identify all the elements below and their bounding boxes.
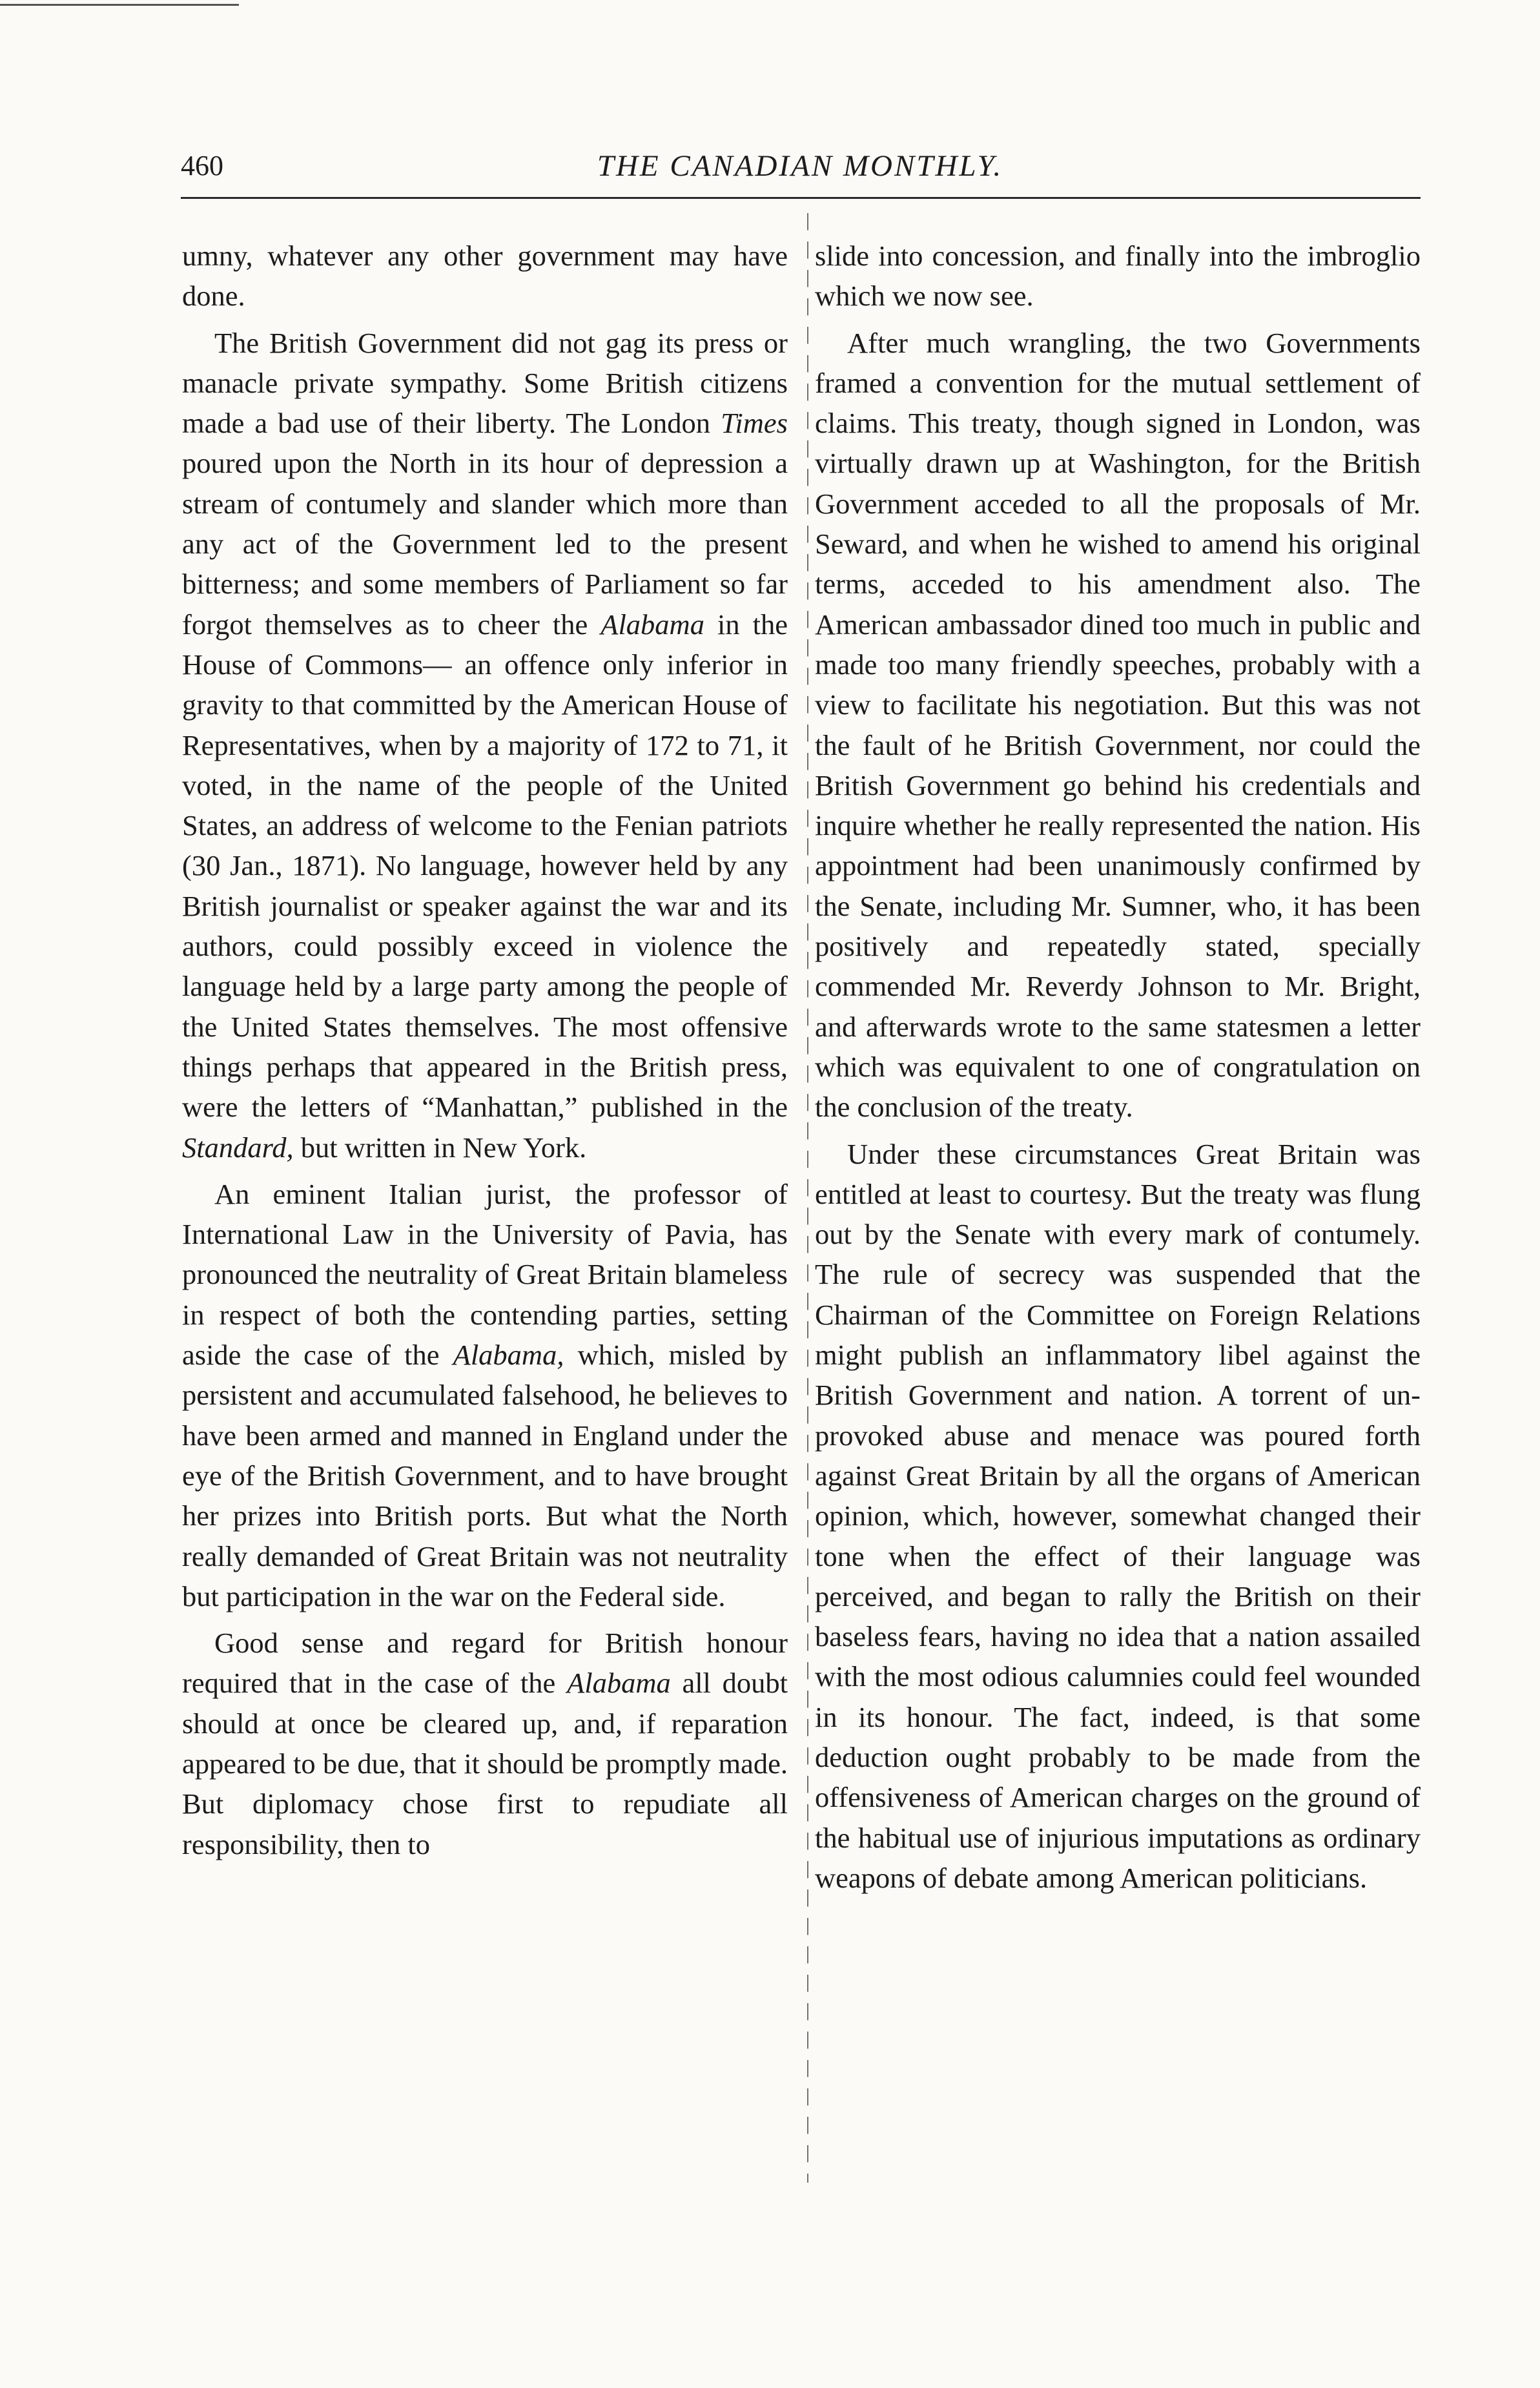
left-paragraph-3: An eminent Italian jurist, the professor of International Law in the University of Pavia, has pronounced the neutrality of Great Britain blameless in respect of both the contending parties, setting aside the case of the Alabama, which, misled by persistent and accumulated falsehood, he believes to have been armed and manned in England under the eye of the British Government, and to have brought her prizes into British ports. But what the North really demanded of Great Britain was not neutrality but participation in the war on the Federal side. <box>182 1177 788 1612</box>
alabama-ship-name: Alabama <box>601 608 704 641</box>
top-edge-rule <box>0 4 239 6</box>
alabama-ship-name: Alabama, <box>453 1339 564 1372</box>
right-column <box>815 236 1421 1898</box>
times-title: Times <box>721 407 788 440</box>
column-divider <box>807 213 808 2183</box>
page-number: 460 <box>181 150 223 181</box>
left-column <box>182 236 788 1864</box>
running-title: THE CANADIAN MONTHLY. <box>597 149 1003 183</box>
right-paragraph-2: After much wrangling, the two Governments framed a convention for the mutual settlement of claims. This treaty, though signed in London, was virtually drawn up at Washington, for the British Government acceded to all the proposals of Mr. Seward, and when he wished to amend his original terms, acceded to his amendment also. The American ambassador dined too much in public and made too many friendly speeches, probably with a view to facilitate his negotiation. But this was not the fault of he British Government, nor could the British Government go behind his credentials and inquire whether he really represented the nation. His appointment had been unanimously confirmed by the Senate, including Mr. Sumner, who, it has been positively and repeatedly stated, specially commended Mr. Reverdy Johnson to Mr. Bright, and afterwards wrote to the same statesmen a letter which was equivalent to one of congratulation on the conclusion of the treaty. <box>815 326 1421 1124</box>
page-header <box>181 143 1419 189</box>
right-paragraph-1: slide into concession, and finally into the imbroglio which we now see. <box>815 240 1421 313</box>
left-paragraph-4: Good sense and regard for British honour required that in the case of the Alabama all doubt should at once be cleared up, and, if reparation appeared to be due, that it should be promptly made. But diplomacy chose first to repudiate all responsibility, then to <box>182 1627 788 1860</box>
right-paragraph-3: Under these circumstances Great Britain was entitled at least to courtesy. But the treaty was flung out by the Senate with every mark of contumely. The rule of secrecy was suspended that the Chairman of the Committee on Foreign Relations might publish an inflammatory libel against the British Government and nation. A torrent of unprovoked abuse and menace was poured forth against Great Britain by all the organs of American opinion, which, however, somewhat changed their tone when the effect of their language was perceived, and began to rally the British on their baseless fears, having no idea that a nation assailed with the most odious calumnies could feel wounded in its honour. The fact, indeed, is that some deduction ought probably to be made from the offensiveness of American charges on the ground of the habitual use of injurious imputations as ordinary weapons of debate among American politicians. <box>815 1137 1421 1894</box>
header-rule <box>181 197 1421 199</box>
left-paragraph-2: The British Government did not gag its press or manacle private sympathy. Some British citizens made a bad use of their liberty. The London Times poured upon the North in its hour of depression a stream of contumely and slander which more than any act of the Government led to the present bitterness; and some members of Parliament so far forgot themselves as to cheer the Alabama in the House of Commons— an offence only inferior in gravity to that committed by the American House of Representatives, when by a majority of 172 to 71, it voted, in the name of the people of the United States, an address of welcome to the Fenian patriots (30 Jan., 1871). No language, however held by any British journalist or speaker against the war and its authors, could possibly exceed in violence the language held by a large party among the people of the United States themselves. The most offensive things perhaps that appeared in the British press, were the letters of “Manhattan,” published in the Standard, but written in New York. <box>182 326 788 1164</box>
left-paragraph-1: umny, whatever any other government may have done. <box>182 240 788 313</box>
alabama-ship-name: Alabama <box>567 1667 671 1700</box>
standard-title: Standard, <box>182 1131 294 1164</box>
